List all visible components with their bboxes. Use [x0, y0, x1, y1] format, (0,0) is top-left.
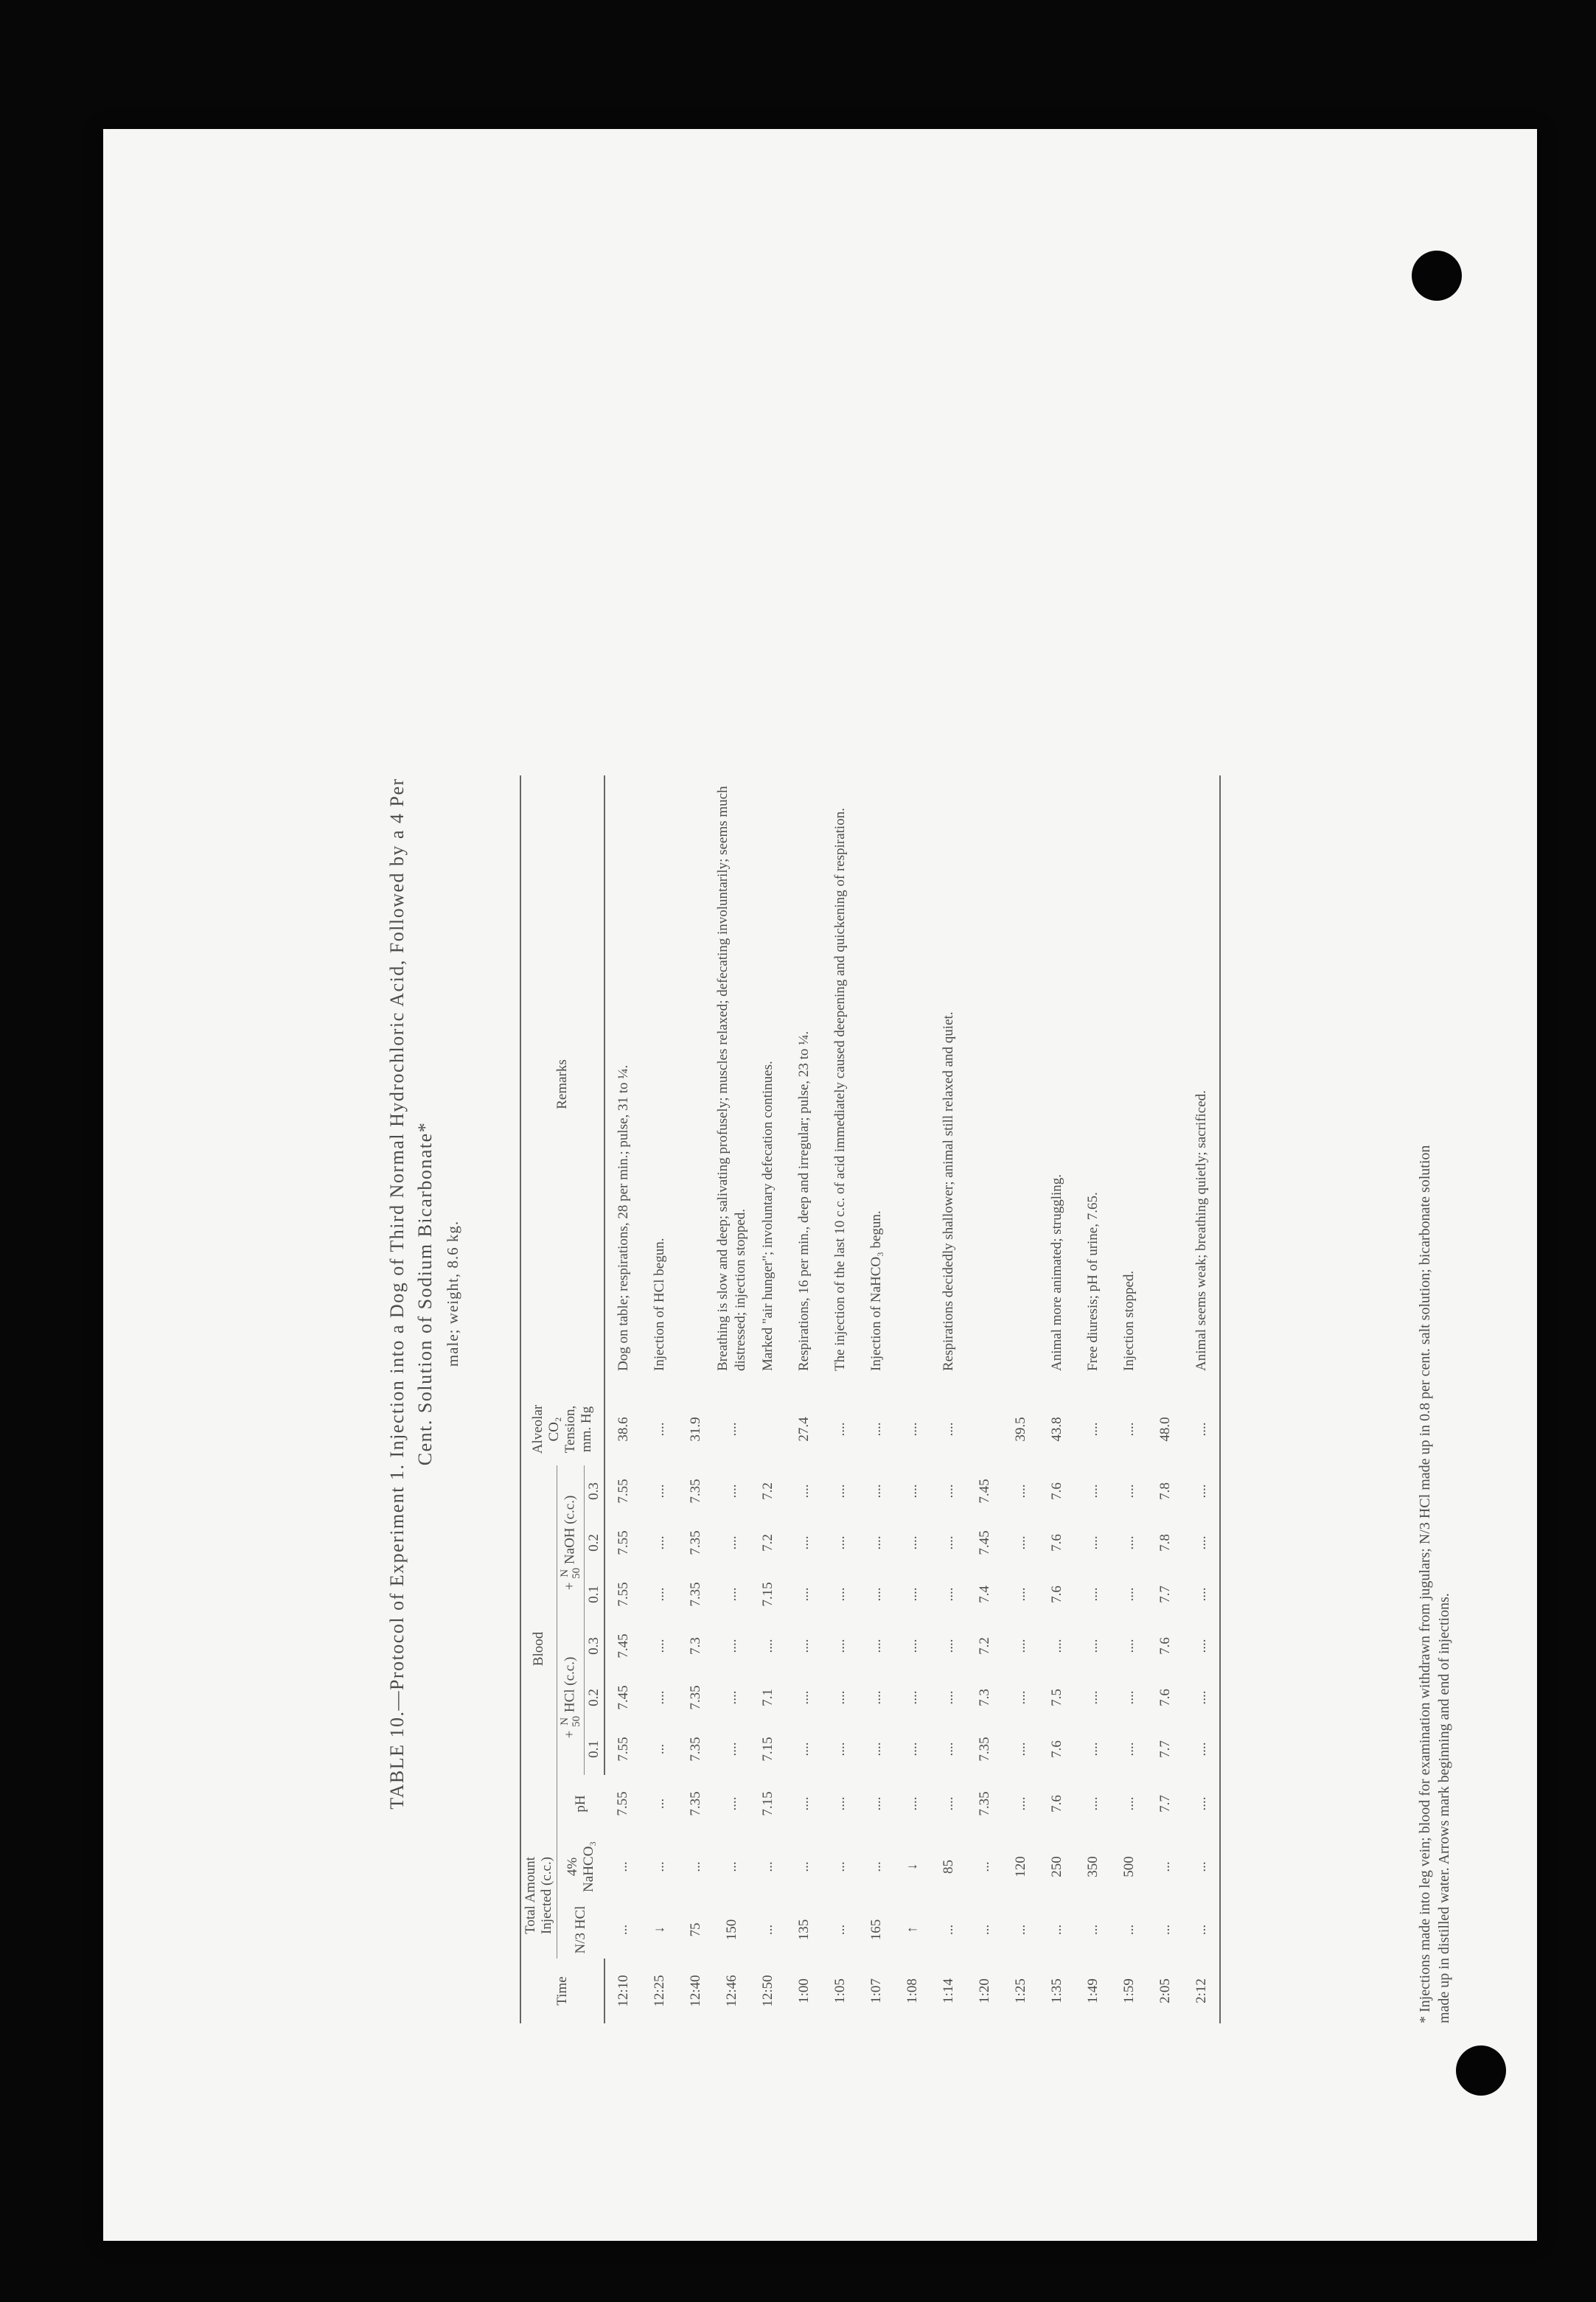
cell-n3: 7.8 — [1157, 1482, 1173, 1500]
header-naoh-added: + N 50 NaOH (c.c.) — [557, 1465, 585, 1620]
cell-nahco3: 500 — [1121, 1856, 1137, 1877]
cell-ph: .... — [868, 1796, 884, 1811]
title-line-2: Cent. Solution of Sodium Bicarbonate* — [414, 1121, 436, 1466]
cell-nahco3: ... — [759, 1861, 776, 1872]
cell-h2: .... — [904, 1690, 920, 1705]
table-row — [1075, 775, 1111, 2023]
cell-h2: .... — [832, 1690, 848, 1705]
cell-remark: Injection of HCl begun. — [651, 1238, 667, 1371]
cell-n1: .... — [795, 1587, 812, 1602]
cell-hcl: ... — [1084, 1924, 1101, 1936]
cell-h3: .... — [904, 1639, 920, 1653]
cell-n3: .... — [1084, 1484, 1101, 1499]
cell-h3: .... — [723, 1639, 739, 1653]
cell-ph: .... — [1183, 1775, 1220, 1832]
cell-ph: 7.35 — [687, 1791, 703, 1816]
cell-co2: .... — [904, 1422, 920, 1437]
header-naoh-0-1: 0.1 — [585, 1569, 605, 1620]
cell-co2: .... — [723, 1422, 739, 1437]
table-title — [383, 483, 439, 2104]
cell-nahco3: ... — [1183, 1832, 1220, 1901]
cell-h3: .... — [1183, 1620, 1220, 1672]
cell-n2: .... — [940, 1535, 956, 1550]
cell-h1: .... — [832, 1742, 848, 1757]
cell-time: 1:59 — [1121, 1978, 1137, 2003]
document-page — [103, 129, 1537, 2241]
header-naoh-0-2: 0.2 — [585, 1517, 605, 1569]
cell-remark — [1147, 775, 1183, 1393]
table-row — [822, 775, 858, 2023]
cell-h1: 7.35 — [687, 1737, 703, 1762]
cell-nahco3: ... — [795, 1861, 812, 1872]
cell-h2: 7.5 — [1048, 1689, 1064, 1706]
cell-h1: 7.55 — [615, 1737, 631, 1762]
cell-co2 — [966, 1393, 1003, 1465]
cell-time: 1:07 — [868, 1978, 884, 2003]
title-line-1: TABLE 10.—Protocol of Experiment 1. Injection into a Dog of Third Normal Hydrochloric Acid, Followed by a 4 Per — [386, 778, 408, 1810]
cell-h3: .... — [940, 1639, 956, 1653]
table-row — [858, 775, 894, 2023]
table-row — [1039, 775, 1075, 2023]
table-row — [714, 775, 750, 2023]
cell-co2: .... — [1183, 1393, 1220, 1465]
cell-hcl: ... — [759, 1924, 776, 1936]
cell-h1: .... — [1121, 1742, 1137, 1757]
cell-n1: .... — [651, 1587, 667, 1602]
cell-h2: .... — [723, 1690, 739, 1705]
cell-remark: Animal seems weak; breathing quietly; sacrificed. — [1183, 775, 1220, 1393]
cell-ph: .... — [795, 1796, 812, 1811]
cell-n3: 7.35 — [687, 1479, 703, 1504]
cell-h2: 7.6 — [1157, 1689, 1173, 1706]
cell-remark — [966, 775, 1003, 1393]
cell-h3: 7.2 — [976, 1637, 992, 1655]
cell-h3: 7.6 — [1157, 1637, 1173, 1655]
rotated-table-content — [383, 387, 1489, 2112]
table-row — [1183, 775, 1220, 2023]
cell-co2: .... — [1084, 1422, 1101, 1437]
cell-n2: .... — [1121, 1535, 1137, 1550]
cell-n3: .... — [795, 1484, 812, 1499]
cell-h1: 7.35 — [976, 1737, 992, 1762]
cell-n2: .... — [651, 1535, 667, 1550]
cell-hcl: ... — [940, 1924, 956, 1936]
cell-ph: 7.55 — [615, 1791, 630, 1816]
cell-time: 12:46 — [723, 1975, 739, 2007]
cell-time: 12:25 — [651, 1975, 667, 2007]
cell-n2: .... — [904, 1535, 920, 1550]
table-row — [1003, 775, 1039, 2023]
cell-h3: .... — [759, 1639, 776, 1653]
cell-hcl: ... — [615, 1924, 630, 1936]
cell-hcl: 150 — [723, 1919, 739, 1941]
cell-n2: .... — [1012, 1535, 1028, 1550]
cell-h3: .... — [1048, 1639, 1064, 1653]
cell-h1: ... — [651, 1743, 667, 1755]
cell-time: 1:49 — [1084, 1978, 1101, 2003]
cell-time: 1:25 — [1012, 1978, 1028, 2003]
cell-time: 1:00 — [795, 1978, 812, 2003]
cell-ph: .... — [832, 1796, 848, 1811]
cell-h3: .... — [795, 1639, 812, 1653]
cell-n1: 7.4 — [976, 1586, 992, 1603]
cell-co2: 48.0 — [1157, 1417, 1173, 1442]
cell-n3: .... — [832, 1484, 848, 1499]
cell-hcl: 75 — [687, 1922, 703, 1937]
cell-h1: 7.15 — [759, 1737, 776, 1762]
table-row — [641, 775, 677, 2023]
cell-ph: 7.35 — [976, 1791, 992, 1816]
cell-h3: 7.45 — [615, 1633, 631, 1659]
header-hcl-0-2: 0.2 — [585, 1672, 605, 1723]
cell-n2: 7.2 — [759, 1534, 776, 1552]
cell-ph: 7.15 — [759, 1791, 776, 1816]
cell-nahco3: ↓ — [904, 1863, 920, 1871]
cell-time: 12:50 — [759, 1975, 776, 2007]
cell-co2: .... — [868, 1422, 884, 1437]
header-hcl: N/3 HCl — [573, 1905, 588, 1954]
cell-n3: .... — [940, 1484, 956, 1499]
cell-co2: .... — [832, 1422, 848, 1437]
cell-h2: .... — [940, 1690, 956, 1705]
cell-n3: 7.6 — [1048, 1482, 1064, 1500]
cell-ph: .... — [1084, 1796, 1101, 1811]
cell-time: 2:05 — [1157, 1978, 1173, 2003]
cell-nahco3: ... — [832, 1861, 848, 1872]
header-hcl-added: + N 50 HCl (c.c.) — [557, 1620, 585, 1775]
cell-h2: .... — [1084, 1690, 1101, 1705]
cell-nahco3: ... — [1157, 1861, 1173, 1872]
cell-h1: .... — [1084, 1742, 1101, 1757]
cell-remark: Free diuresis; pH of urine, 7.65. — [1084, 1192, 1101, 1371]
cell-h3: .... — [1012, 1639, 1028, 1653]
cell-ph: .... — [940, 1796, 956, 1811]
header-ph: pH — [573, 1795, 588, 1813]
cell-hcl: ↑ — [904, 1926, 920, 1933]
cell-nahco3: 250 — [1048, 1856, 1064, 1877]
cell-nahco3: 350 — [1084, 1856, 1101, 1877]
cell-n1: .... — [1084, 1587, 1101, 1602]
header-naoh-0-3: 0.3 — [585, 1465, 605, 1517]
cell-n2: .... — [723, 1535, 739, 1550]
cell-n1: .... — [723, 1587, 739, 1602]
cell-h2: 7.1 — [759, 1689, 776, 1706]
cell-remark: Marked "air hunger"; involuntary defecation continues. — [759, 1061, 776, 1371]
cell-time: 2:12 — [1183, 1959, 1220, 2023]
header-time: Time — [520, 1959, 604, 2023]
cell-h2: 7.45 — [615, 1685, 631, 1710]
cell-h2: .... — [1012, 1690, 1028, 1705]
cell-n1: .... — [904, 1587, 920, 1602]
cell-h2: .... — [868, 1690, 884, 1705]
cell-hcl: ... — [1012, 1924, 1028, 1936]
cell-nahco3: ... — [615, 1861, 630, 1872]
cell-ph: ... — [651, 1798, 667, 1810]
cell-h3: .... — [1084, 1639, 1101, 1653]
cell-nahco3: ... — [651, 1861, 667, 1872]
cell-n1: 7.7 — [1157, 1586, 1173, 1603]
cell-n3: 7.2 — [759, 1482, 776, 1500]
cell-n2: .... — [795, 1535, 812, 1550]
cell-n3: 7.45 — [976, 1479, 992, 1504]
cell-co2: 31.9 — [687, 1417, 703, 1442]
cell-n3: .... — [1183, 1465, 1220, 1517]
cell-remark — [677, 775, 714, 1393]
punch-hole-top — [1412, 251, 1462, 301]
cell-h3: 7.3 — [687, 1637, 703, 1655]
table-row — [604, 775, 641, 2023]
cell-h1: .... — [723, 1742, 739, 1757]
footnote — [1415, 475, 1454, 2023]
table-row — [966, 775, 1003, 2023]
cell-h1: .... — [904, 1742, 920, 1757]
cell-h1: 7.7 — [1157, 1740, 1173, 1758]
cell-n2: 7.6 — [1048, 1534, 1064, 1552]
cell-h1: 7.6 — [1048, 1740, 1064, 1758]
cell-co2: 27.4 — [795, 1417, 812, 1442]
footnote-line-1: * Injections made into leg vein; blood for examination withdrawn from jugulars; N/3 HCl made up in 0.8 per cent. salt solution; bicarbonate solution — [1417, 1145, 1433, 2023]
cell-hcl: ↓ — [651, 1926, 667, 1933]
header-total-injected: Total Amount Injected (c.c.) — [520, 1832, 557, 1959]
cell-n2: .... — [1183, 1517, 1220, 1569]
cell-h1: .... — [940, 1742, 956, 1757]
protocol-table — [520, 775, 1221, 2023]
cell-time: 1:20 — [976, 1978, 992, 2003]
cell-co2: .... — [940, 1422, 956, 1437]
cell-n1: .... — [1183, 1569, 1220, 1620]
header-hcl-0-1: 0.1 — [585, 1723, 605, 1775]
cell-nahco3: ... — [868, 1861, 884, 1872]
cell-remark — [894, 775, 930, 1393]
cell-n1: .... — [940, 1587, 956, 1602]
cell-co2: 39.5 — [1012, 1417, 1028, 1442]
cell-remark: Injection of NaHCO₃ begun. — [868, 1210, 884, 1371]
cell-ph: .... — [1121, 1796, 1137, 1811]
cell-h2: .... — [1183, 1672, 1220, 1723]
cell-nahco3: ... — [976, 1861, 992, 1872]
cell-ph: 7.6 — [1048, 1795, 1064, 1813]
cell-n2: 7.35 — [687, 1530, 703, 1555]
cell-n2: .... — [868, 1535, 884, 1550]
header-blood: Blood — [520, 1465, 557, 1832]
cell-time: 1:35 — [1048, 1978, 1064, 2003]
cell-n3: 7.55 — [615, 1479, 631, 1504]
cell-co2: .... — [1121, 1422, 1137, 1437]
table-row — [930, 775, 966, 2023]
cell-n3: .... — [1121, 1484, 1137, 1499]
cell-time: 1:05 — [832, 1978, 848, 2003]
cell-remark: Respirations, 16 per min., deep and irregular; pulse, 23 to ¼. — [795, 1030, 812, 1371]
cell-n1: 7.55 — [615, 1582, 631, 1607]
cell-hcl: ... — [1048, 1924, 1064, 1936]
cell-n2: 7.55 — [615, 1530, 631, 1555]
cell-h3: .... — [832, 1639, 848, 1653]
table-row — [750, 775, 786, 2023]
cell-hcl: 165 — [868, 1919, 884, 1941]
table-subtitle: male; weight, 8.6 kg. — [444, 1220, 461, 1367]
table-row — [786, 775, 822, 2023]
cell-ph: .... — [904, 1796, 920, 1811]
cell-remark: Respirations decidedly shallower; animal still relaxed and quiet. — [940, 1011, 956, 1371]
cell-co2: .... — [651, 1422, 667, 1437]
cell-nahco3: 85 — [940, 1860, 956, 1874]
cell-nahco3: ... — [687, 1861, 703, 1872]
cell-n2: 7.45 — [976, 1530, 992, 1555]
cell-hcl: ... — [1183, 1901, 1220, 1959]
cell-n3: .... — [723, 1484, 739, 1499]
cell-h1: .... — [868, 1742, 884, 1757]
cell-h1: .... — [795, 1742, 812, 1757]
cell-remark: Breathing is slow and deep; salivating profusely; muscles relaxed; defecating involuntarily; seems much distressed; injection stopped. — [714, 786, 748, 1371]
cell-h2: 7.3 — [976, 1689, 992, 1706]
cell-hcl: ... — [1157, 1924, 1173, 1936]
cell-hcl: ... — [1121, 1924, 1137, 1936]
cell-n3: .... — [1012, 1484, 1028, 1499]
cell-n1: 7.35 — [687, 1582, 703, 1607]
cell-co2: 43.8 — [1048, 1417, 1064, 1442]
table-row — [894, 775, 930, 2023]
cell-n1: .... — [868, 1587, 884, 1602]
cell-h2: .... — [1121, 1690, 1137, 1705]
table-row — [677, 775, 714, 2023]
cell-time: 12:40 — [687, 1975, 703, 2007]
cell-hcl: 135 — [795, 1919, 812, 1941]
cell-remark: Dog on table; respirations, 28 per min.; pulse, 31 to ¼. — [615, 1064, 631, 1371]
cell-n1: .... — [832, 1587, 848, 1602]
cell-co2: 38.6 — [615, 1417, 631, 1442]
cell-h2: 7.35 — [687, 1685, 703, 1710]
header-nahco3: 4% NaHCO₃ — [565, 1841, 596, 1892]
cell-n2: 7.8 — [1157, 1534, 1173, 1552]
cell-h1: .... — [1183, 1723, 1220, 1775]
cell-h3: .... — [1121, 1639, 1137, 1653]
cell-ph: .... — [1012, 1796, 1028, 1811]
header-remarks: Remarks — [520, 775, 604, 1393]
cell-time: 1:14 — [940, 1978, 956, 2003]
cell-h2: .... — [795, 1690, 812, 1705]
cell-h3: .... — [868, 1639, 884, 1653]
table-body — [604, 775, 1220, 2023]
cell-remark — [1003, 775, 1039, 1393]
cell-nahco3: ... — [723, 1861, 739, 1872]
cell-n2: .... — [1084, 1535, 1101, 1550]
cell-nahco3: 120 — [1012, 1856, 1028, 1877]
cell-remark: Animal more animated; struggling. — [1048, 1173, 1064, 1371]
cell-n1: 7.6 — [1048, 1586, 1064, 1603]
footnote-line-2: made up in distilled water. Arrows mark beginning and end of injections. — [1436, 1593, 1452, 2023]
cell-n1: .... — [1121, 1587, 1137, 1602]
cell-remark: Injection stopped. — [1121, 1270, 1137, 1371]
table-row — [1111, 775, 1147, 2023]
header-hcl-0-3: 0.3 — [585, 1620, 605, 1672]
cell-h3: .... — [651, 1639, 667, 1653]
cell-remark: The injection of the last 10 c.c. of acid immediately caused deepening and quickening of respiration. — [832, 808, 848, 1371]
cell-co2 — [750, 1393, 786, 1465]
cell-hcl: ... — [976, 1924, 992, 1936]
cell-ph: 7.7 — [1157, 1795, 1173, 1813]
header-alveolar-co2: Alveolar CO₂ Tension, mm. Hg — [520, 1393, 604, 1465]
cell-hcl: ... — [832, 1924, 848, 1936]
cell-h2: .... — [651, 1690, 667, 1705]
cell-time: 12:10 — [615, 1975, 631, 2007]
cell-n3: .... — [651, 1484, 667, 1499]
cell-n3: .... — [868, 1484, 884, 1499]
cell-h1: .... — [1012, 1742, 1028, 1757]
cell-n1: .... — [1012, 1587, 1028, 1602]
cell-n1: 7.15 — [759, 1582, 776, 1607]
cell-ph: .... — [723, 1796, 739, 1811]
cell-n3: .... — [904, 1484, 920, 1499]
cell-time: 1:08 — [904, 1978, 920, 2003]
table-row — [1147, 775, 1183, 2023]
cell-n2: .... — [832, 1535, 848, 1550]
